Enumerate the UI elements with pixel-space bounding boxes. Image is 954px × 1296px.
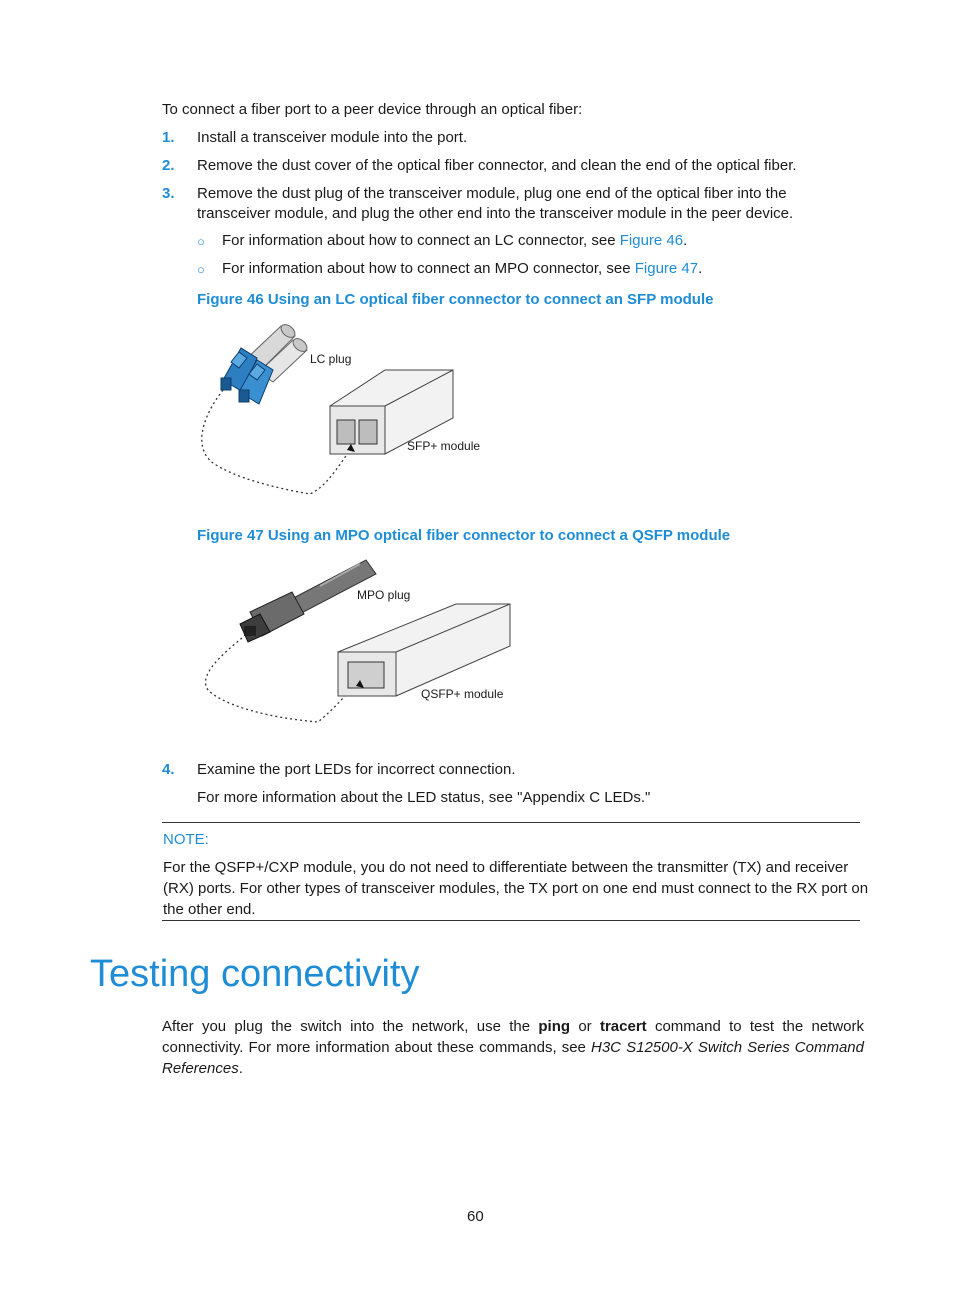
page-number: 60 [467, 1208, 484, 1225]
step-1-number: 1. [162, 129, 175, 146]
fiber-cable-mpo [206, 638, 350, 722]
sub-bullet-1-end: . [683, 232, 688, 249]
sub-bullet-2-marker: ○ [197, 262, 205, 277]
step-1-text: Install a transceiver module into the port. [197, 129, 468, 146]
sfp-module-label: SFP+ module [407, 439, 481, 453]
step-4-number: 4. [162, 761, 175, 778]
step-2-number: 2. [162, 157, 175, 174]
step-3-number: 3. [162, 185, 175, 202]
figure-46-link[interactable]: Figure 46 [619, 232, 684, 249]
section-paragraph [162, 1016, 864, 1079]
figure-46-illustration [195, 318, 505, 500]
figure-46-caption: Figure 46 Using an LC optical fiber connector to connect an SFP module [197, 291, 714, 308]
paragraph-end: . [238, 1060, 243, 1077]
qsfp-module-icon [338, 604, 510, 696]
paragraph-text-1: After you plug the switch into the network, use the [162, 1018, 539, 1035]
note-line-1: For the QSFP+/CXP module, you do not need to differentiate between the transmitter (TX) and receiver [163, 859, 849, 876]
sub-bullet-1 [222, 231, 687, 251]
sub-bullet-1-text: For information about how to connect an LC connector, see [222, 232, 620, 249]
figure-47-link[interactable]: Figure 47 [634, 260, 699, 277]
figure-47-illustration [200, 556, 516, 726]
note-line-3: the other end. [163, 901, 256, 918]
sub-bullet-2 [222, 259, 702, 279]
figure-47-caption: Figure 47 Using an MPO optical fiber connector to connect a QSFP module [197, 527, 731, 544]
sub-bullet-2-end: . [698, 260, 703, 277]
mpo-plug-label: MPO plug [357, 588, 411, 602]
step-2-text: Remove the dust cover of the optical fiber connector, and clean the end of the optical fiber. [197, 157, 797, 174]
step-4-text: Examine the port LEDs for incorrect connection. [197, 761, 516, 778]
lc-plug-icon [221, 322, 309, 404]
intro-text: To connect a fiber port to a peer device through an optical fiber: [162, 101, 583, 118]
step-3-text-line2: transceiver module, and plug the other end into the transceiver module in the peer device. [197, 205, 794, 222]
tracert-command: tracert [599, 1018, 647, 1035]
note-line-2: (RX) ports. For other types of transceiver modules, the TX port on one end must connect to the RX port on [163, 880, 869, 897]
mpo-plug-icon [240, 560, 376, 642]
section-title: Testing connectivity [90, 953, 420, 995]
sub-bullet-1-marker: ○ [197, 234, 205, 249]
paragraph-or: or [570, 1018, 600, 1035]
note-top-rule [162, 822, 860, 823]
command-reference-title: H3C S12500-X Switch Series Command References [162, 1039, 864, 1077]
note-label: NOTE: [163, 831, 209, 848]
note-bottom-rule [162, 920, 860, 921]
lc-plug-label: LC plug [310, 352, 352, 366]
paragraph-text-2: command to test the network connectivity. For more information about these commands, see [162, 1018, 865, 1056]
step-4-note: For more information about the LED status, see "Appendix C LEDs." [197, 789, 651, 806]
step-3-text-line1: Remove the dust plug of the transceiver module, plug one end of the optical fiber into the [197, 185, 787, 202]
ping-command: ping [538, 1018, 571, 1035]
sub-bullet-2-text: For information about how to connect an MPO connector, see [222, 260, 635, 277]
qsfp-module-label: QSFP+ module [421, 687, 504, 701]
